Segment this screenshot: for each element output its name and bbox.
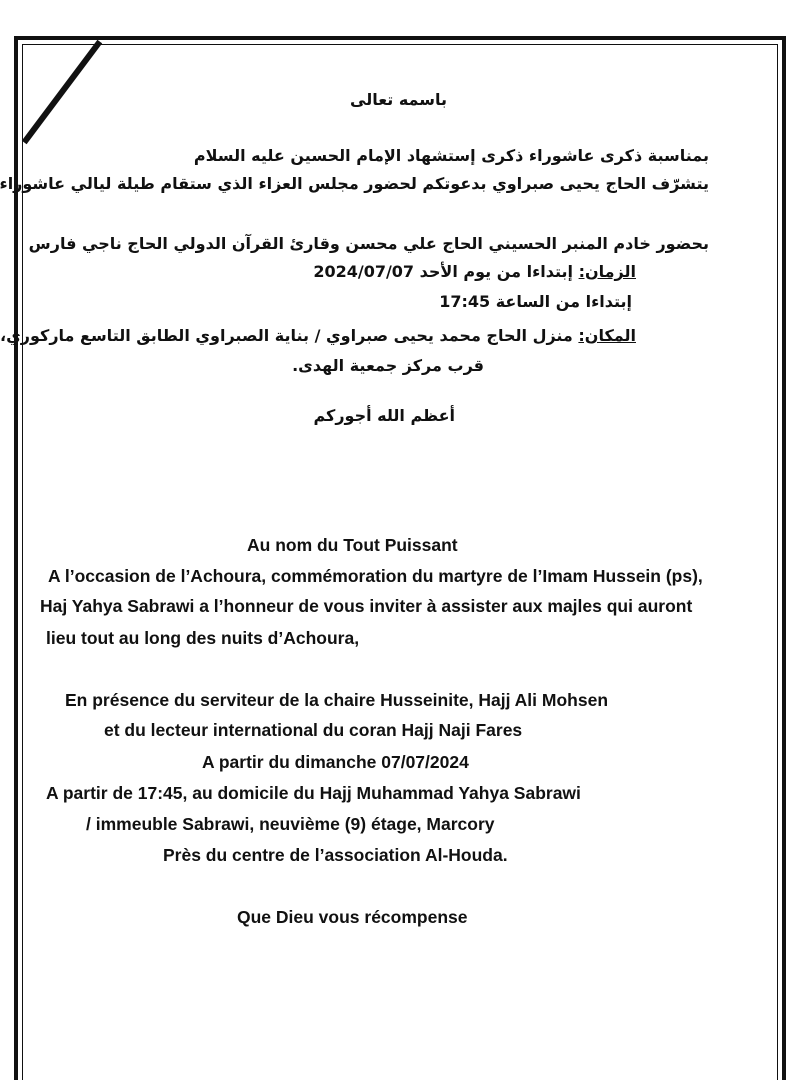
- french-near: Près du centre de l’association Al-Houda.: [163, 845, 508, 865]
- arabic-place-near: قرب مركز جمعية الهدى.: [292, 356, 484, 375]
- arabic-occasion: بمناسبة ذكرى عاشوراء ذكرى إستشهاد الإمام الحسين عليه السلام: [193, 146, 709, 165]
- french-time-place: A partir de 17:45, au domicile du Hajj Muhammad Yahya Sabrawi: [46, 783, 581, 803]
- arabic-time-hour: إبتداءا من الساعة 17:45: [439, 292, 632, 311]
- french-date: A partir du dimanche 07/07/2024: [202, 752, 469, 772]
- french-line-1: A l’occasion de l’Achoura, commémoration du martyre de l’Imam Hussein (ps),: [48, 566, 703, 586]
- arabic-place-line: [0, 326, 636, 345]
- arabic-place-value: منزل الحاج محمد يحيى صبراوي / بناية الصبراوي الطابق التاسع ماركوري،: [0, 326, 579, 345]
- french-presence-2: et du lecteur international du coran Hajj Naji Fares: [104, 720, 523, 740]
- french-closing: Que Dieu vous récompense: [237, 907, 468, 927]
- arabic-time-line: [313, 262, 636, 281]
- french-building: / immeuble Sabrawi, neuvième (9) étage, Marcory: [86, 814, 495, 834]
- mourning-ribbon-icon: [18, 40, 108, 150]
- arabic-invitation: يتشرّف الحاج يحيى صبراوي بدعوتكم لحضور مجلس العزاء الذي ستقام طيلة ليالي عاشوراء: [0, 174, 709, 193]
- french-line-2: Haj Yahya Sabrawi a l’honneur de vous inviter à assister aux majles qui auront: [40, 596, 693, 616]
- french-line-3: lieu tout au long des nuits d’Achoura,: [46, 628, 360, 648]
- french-presence-1: En présence du serviteur de la chaire Husseinite, Hajj Ali Mohsen: [65, 690, 609, 710]
- arabic-closing: أعظم الله أجوركم: [313, 406, 455, 425]
- arabic-presence: بحضور خادم المنبر الحسيني الحاج علي محسن وقارئ القرآن الدولي الحاج ناجي فارس: [28, 234, 709, 253]
- arabic-time-label: الزمان:: [578, 262, 636, 281]
- arabic-place-label: المكان:: [578, 326, 636, 345]
- french-opening: Au nom du Tout Puissant: [247, 535, 458, 555]
- arabic-opening: باسمه تعالى: [350, 90, 447, 109]
- arabic-time-value: إبتداءا من يوم الأحد 2024/07/07: [313, 262, 579, 281]
